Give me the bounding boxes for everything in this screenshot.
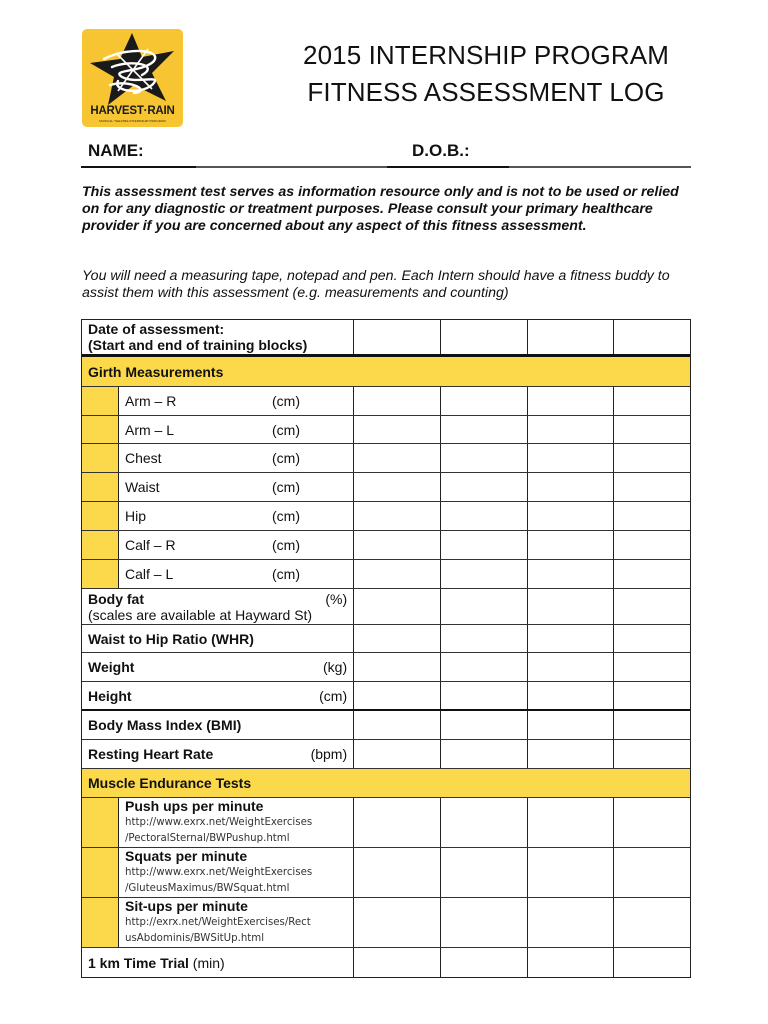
value-cell[interactable] [441, 473, 528, 501]
value-cell[interactable] [528, 416, 615, 443]
value-cell[interactable] [354, 531, 441, 559]
page-title-line2: FITNESS ASSESSMENT LOG [307, 77, 665, 107]
value-cell[interactable] [614, 625, 690, 652]
section-gutter [82, 898, 119, 947]
value-cell[interactable] [528, 682, 615, 709]
row-label: Sit-ups per minute [125, 898, 248, 914]
exercise-link-line2[interactable]: /PectoralSternal/BWPushup.html [125, 833, 290, 844]
date-label-line2: (Start and end of training blocks) [88, 337, 308, 353]
exercise-link-line1[interactable]: http://exrx.net/WeightExercises/Rect [125, 917, 311, 928]
value-cell[interactable] [441, 948, 528, 977]
value-cell[interactable] [354, 798, 441, 847]
value-cell[interactable] [441, 531, 528, 559]
row-unit: (cm) [272, 393, 300, 409]
value-cell[interactable] [354, 444, 441, 472]
value-cell[interactable] [528, 531, 615, 559]
value-cell[interactable] [354, 898, 441, 947]
row-unit: (cm) [272, 479, 300, 495]
value-cell[interactable] [614, 589, 690, 624]
value-cell[interactable] [354, 589, 441, 624]
value-cell[interactable] [354, 711, 441, 739]
name-label: NAME: [88, 141, 144, 160]
row-unit: (cm) [272, 566, 300, 582]
row-label: Push ups per minute [125, 798, 264, 814]
row-unit: (min) [192, 954, 225, 971]
name-field[interactable] [196, 166, 393, 168]
value-cell[interactable] [528, 711, 615, 739]
row-unit: (cm) [272, 421, 300, 438]
section-gutter [82, 798, 119, 847]
row-label: Body fat [88, 590, 144, 607]
girth-row-arm-r [82, 387, 690, 416]
value-cell[interactable] [354, 473, 441, 501]
value-cell[interactable] [528, 740, 615, 768]
girth-row-waist [82, 473, 690, 502]
exercise-link-line1[interactable]: http://www.exrx.net/WeightExercises [125, 867, 313, 878]
value-cell[interactable] [441, 502, 528, 530]
name-underline-dark [81, 166, 196, 168]
row-label: Arm – L [125, 421, 175, 438]
instructions-text: You will need a measuring tape, notepad and pen. Each Intern should have a fitness buddy to assist them with this assessment (e.g. measurements and counting) [82, 268, 670, 301]
value-cell[interactable] [354, 653, 441, 681]
value-cell[interactable] [614, 444, 690, 472]
row-unit: (cm) [272, 537, 300, 553]
whr-row [82, 625, 690, 653]
row-unit: (bpm) [310, 746, 348, 762]
body-fat-note: (scales are available at Hayward St) [88, 606, 313, 623]
value-cell[interactable] [528, 589, 615, 624]
row-unit: (%) [325, 590, 348, 607]
value-cell[interactable] [528, 473, 615, 501]
value-cell[interactable] [614, 848, 690, 897]
exercise-link-line2[interactable]: /GluteusMaximus/BWSquat.html [125, 883, 290, 894]
value-cell[interactable] [528, 798, 615, 847]
value-cell[interactable] [441, 589, 528, 624]
disclaimer-text: This assessment test serves as information resource only and is not to be used or relied on for any diagnostic or treatment purposes. Please consult your primary healthcare provider if you are concerned about any aspect of this fitness assessment. [82, 184, 679, 234]
value-cell[interactable] [614, 798, 690, 847]
value-cell[interactable] [354, 682, 441, 709]
value-cell[interactable] [441, 444, 528, 472]
girth-row-hip [82, 502, 690, 531]
value-cell[interactable] [614, 531, 690, 559]
date-cell-4[interactable] [614, 320, 690, 354]
dob-underline-dark [387, 166, 509, 168]
exercise-link-line2[interactable]: usAbdominis/BWSitUp.html [125, 933, 265, 944]
row-label: Body Mass Index (BMI) [88, 717, 242, 733]
value-cell[interactable] [614, 502, 690, 530]
girth-measurements-header: Girth Measurements [82, 357, 690, 387]
sit-ups-row [82, 898, 690, 948]
value-cell[interactable] [528, 848, 615, 897]
value-cell[interactable] [614, 387, 690, 415]
date-cell-1[interactable] [354, 320, 441, 354]
section-gutter [82, 473, 119, 501]
row-label: Squats per minute [125, 848, 248, 864]
row-label: Weight [88, 659, 135, 675]
body-fat-label [82, 589, 354, 624]
value-cell[interactable] [354, 502, 441, 530]
value-cell[interactable] [354, 740, 441, 768]
value-cell[interactable] [614, 560, 690, 588]
row-label: Height [88, 687, 132, 704]
resting-heart-rate-row [82, 740, 690, 769]
row-unit: (cm) [272, 508, 300, 524]
value-cell[interactable] [354, 387, 441, 415]
value-cell[interactable] [614, 740, 690, 768]
height-row [82, 682, 690, 711]
assessment-table [81, 319, 691, 978]
squats-row [82, 848, 690, 898]
value-cell[interactable] [354, 625, 441, 652]
star-scribble-icon [82, 29, 183, 107]
row-label: Arm – R [125, 393, 177, 409]
value-cell[interactable] [614, 473, 690, 501]
section-gutter [82, 531, 119, 559]
date-cell-3[interactable] [528, 320, 615, 354]
value-cell[interactable] [441, 416, 528, 443]
value-cell[interactable] [528, 502, 615, 530]
page-title-line1: 2015 INTERNSHIP PROGRAM [303, 40, 669, 70]
exercise-link-line1[interactable]: http://www.exrx.net/WeightExercises [125, 817, 313, 828]
section-gutter [82, 848, 119, 897]
section-gutter [82, 416, 119, 443]
value-cell[interactable] [354, 416, 441, 443]
value-cell[interactable] [614, 653, 690, 681]
girth-row-chest [82, 444, 690, 473]
value-cell[interactable] [441, 682, 528, 709]
row-label: Hip [125, 508, 147, 524]
value-cell[interactable] [614, 682, 690, 709]
value-cell[interactable] [354, 948, 441, 977]
section-gutter [82, 502, 119, 530]
value-cell[interactable] [614, 898, 690, 947]
harvest-rain-logo [82, 29, 183, 127]
row-label: Chest [125, 450, 162, 466]
date-label-line1: Date of assessment: [88, 321, 225, 337]
girth-row-arm-l [82, 416, 690, 444]
row-unit: (cm) [319, 687, 348, 704]
muscle-endurance-header: Muscle Endurance Tests [82, 769, 690, 798]
date-of-assessment-row [82, 320, 690, 357]
value-cell[interactable] [614, 416, 690, 443]
logo-tagline: MUSICAL THEATRE INTERNSHIP PROGRAM [99, 119, 166, 123]
section-gutter [82, 444, 119, 472]
value-cell[interactable] [528, 625, 615, 652]
girth-row-calf-l [82, 560, 690, 589]
value-cell[interactable] [528, 444, 615, 472]
push-ups-row [82, 798, 690, 848]
section-gutter [82, 387, 119, 415]
row-unit: (cm) [272, 450, 300, 466]
value-cell[interactable] [441, 848, 528, 897]
value-cell[interactable] [354, 848, 441, 897]
value-cell[interactable] [614, 948, 690, 977]
value-cell[interactable] [528, 898, 615, 947]
value-cell[interactable] [441, 387, 528, 415]
value-cell[interactable] [441, 625, 528, 652]
value-cell[interactable] [441, 740, 528, 768]
value-cell[interactable] [528, 387, 615, 415]
section-gutter [82, 560, 119, 588]
row-unit: (kg) [323, 659, 348, 675]
value-cell[interactable] [441, 711, 528, 739]
body-fat-row [82, 589, 690, 625]
value-cell[interactable] [441, 560, 528, 588]
weight-row [82, 653, 690, 682]
value-cell[interactable] [614, 711, 690, 739]
value-cell[interactable] [441, 653, 528, 681]
row-label: Waist [125, 479, 160, 495]
value-cell[interactable] [354, 560, 441, 588]
time-trial-row [82, 948, 690, 977]
logo-wordmark: HARVEST·RAIN [90, 105, 175, 117]
girth-row-calf-r [82, 531, 690, 560]
row-label: Resting Heart Rate [88, 746, 214, 762]
date-of-assessment-label [82, 320, 354, 354]
date-cell-2[interactable] [441, 320, 528, 354]
value-cell[interactable] [528, 560, 615, 588]
value-cell[interactable] [528, 948, 615, 977]
row-label: Waist to Hip Ratio (WHR) [88, 630, 254, 647]
row-label: Calf – L [125, 566, 174, 582]
row-label: Calf – R [125, 537, 176, 553]
dob-label: D.O.B.: [412, 141, 470, 160]
value-cell[interactable] [441, 898, 528, 947]
bmi-row [82, 711, 690, 740]
value-cell[interactable] [528, 653, 615, 681]
dob-field[interactable] [509, 166, 691, 168]
row-label: 1 km Time Trial [88, 954, 189, 971]
value-cell[interactable] [441, 798, 528, 847]
